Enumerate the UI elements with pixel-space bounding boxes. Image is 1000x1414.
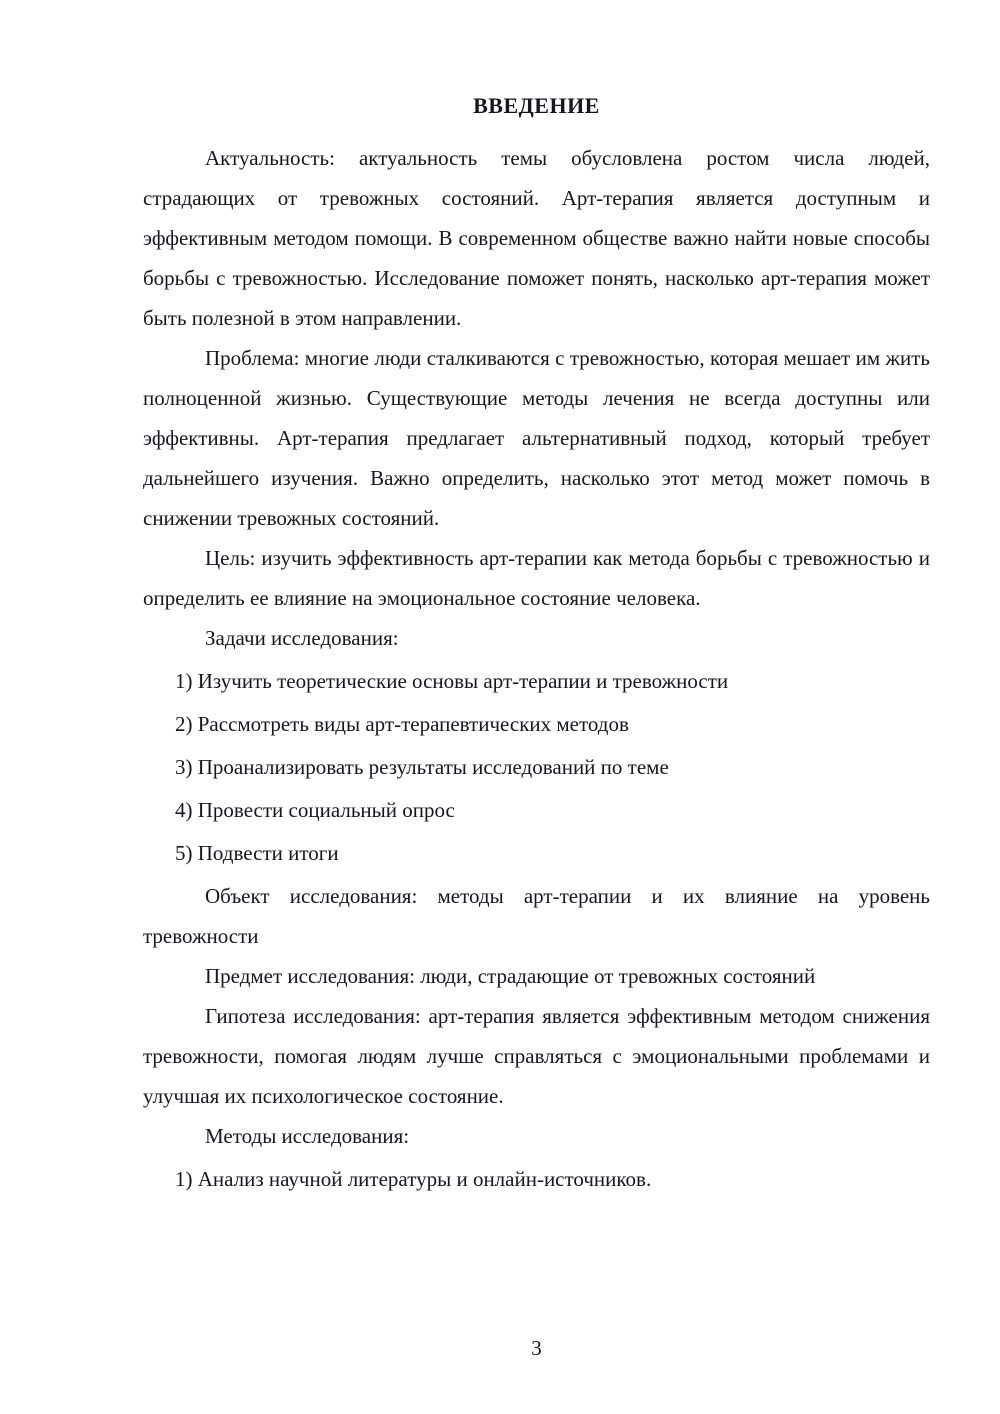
methods-heading: Методы исследования:	[205, 1124, 410, 1148]
task-list-item: 5) Подвести итоги	[175, 841, 339, 865]
paragraph-problem: Проблема: многие люди сталкиваются с тревожностью, которая мешает им жить полноценной жизнью. Существующие методы лечения не всегда доступны или эффективны. Арт-терапия предлагает альтернативный подход, который требует дальнейшего изучения. Важно определить, насколько этот метод может помочь в снижении тревожных состояний.	[143, 346, 930, 530]
paragraph-goal: Цель: изучить эффективность арт-терапии как метода борьбы с тревожностью и определить ее влияние на эмоциональное состояние человека.	[143, 546, 930, 610]
paragraph-object: Объект исследования: методы арт-терапии и их влияние на уровень тревожности	[143, 884, 930, 948]
paragraph-actuality: Актуальность: актуальность темы обусловлена ростом числа людей, страдающих от тревожных состояний. Арт-терапия является доступным и эффективным методом помощи. В современном обществе важно найти новые способы борьбы с тревожностью. Исследование поможет понять, насколько арт-терапия может быть полезной в этом направлении.	[143, 146, 930, 330]
page-title: ВВЕДЕНИЕ	[473, 93, 600, 118]
page-number: 3	[531, 1336, 542, 1360]
paragraph-hypothesis: Гипотеза исследования: арт-терапия является эффективным методом снижения тревожности, помогая людям лучше справляться с эмоциональными проблемами и улучшая их психологическое состояние.	[143, 1004, 930, 1108]
task-list-item: 4) Провести социальный опрос	[175, 798, 455, 822]
method-list-item: 1) Анализ научной литературы и онлайн-источников.	[175, 1167, 652, 1191]
task-list-item: 3) Проанализировать результаты исследований по теме	[175, 755, 669, 779]
paragraph-subject: Предмет исследования: люди, страдающие от тревожных состояний	[205, 964, 816, 988]
task-list-item: 2) Рассмотреть виды арт-терапевтических методов	[175, 712, 629, 736]
task-list-item: 1) Изучить теоретические основы арт-терапии и тревожности	[175, 669, 729, 693]
tasks-heading: Задачи исследования:	[205, 626, 399, 650]
